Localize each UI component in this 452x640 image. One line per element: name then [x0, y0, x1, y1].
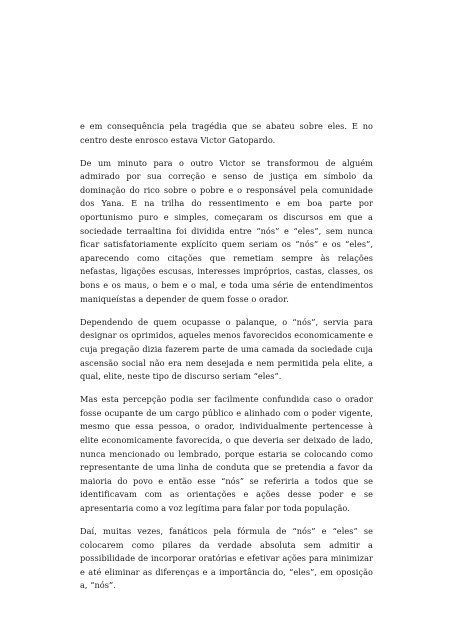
- paragraph-4: Mas esta percepção podia ser facilmente confundida caso o orador fosse ocupante de um cargo público e alinhado com o poder vigente, mesmo que essa pessoa, o orador, individualmente pertencesse à elite economicamente favorecida, o que deveria ser deixado de lado, nunca mencionado ou lembrado, porque estaria se colocando como representante de uma linha de conduta que se pretendia a favor da maioria do povo e então esse “nós” se referiria a todos que se identificavam com as orientações e ações desse poder e se apresentaria como a voz legítima para falar por toda população.: [80, 394, 373, 513]
- paragraph-2: De um minuto para o outro Victor se transformou de alguém admirado por sua correção e senso de justiça em símbolo da dominação do rico sobre o pobre e o responsável pela comunidade dos Yana. E na trilha do ressentimento e em boa parte por oportunismo puro e simples, começaram os discursos em que a sociedade terraaltina foi dividida entre “nós” e “eles”, sem nunca ficar satisfatoriamente explícito quem seriam os “nós” e os “eles”, aparecendo como citações que remetiam sempre às relações nefastas, ligações escusas, interesses impróprios, castas, classes, os bons e os maus, o bem e o mal, e toda uma série de entendimentos maniqueístas a depender de quem fosse o orador.: [80, 157, 373, 304]
- paragraph-1: e em consequência pela tragédia que se abateu sobre eles. E no centro deste enrosco estava Victor Gatopardo.: [80, 121, 373, 145]
- body-text: [80, 120, 373, 603]
- paragraph-5: Daí, muitas vezes, fanáticos pela fórmula de “nós” e “eles” se colocarem como pilares da verdade absoluta sem admitir a possibilidade de incorporar oratórias e efetivar ações para minimizar e até eliminar as diferenças e a importância do, “eles”, em oposição a, “nós”.: [80, 526, 373, 591]
- paragraph-3: Dependendo de quem ocupasse o palanque, o “nós”, servia para designar os oprimidos, aqueles menos favorecidos economicamente e cuja pregação dizia fazerem parte de uma camada da sociedade cuja ascensão social não era nem desejada e nem permitida pela elite, a qual, elite, neste tipo de discurso seriam “eles”.: [80, 316, 373, 382]
